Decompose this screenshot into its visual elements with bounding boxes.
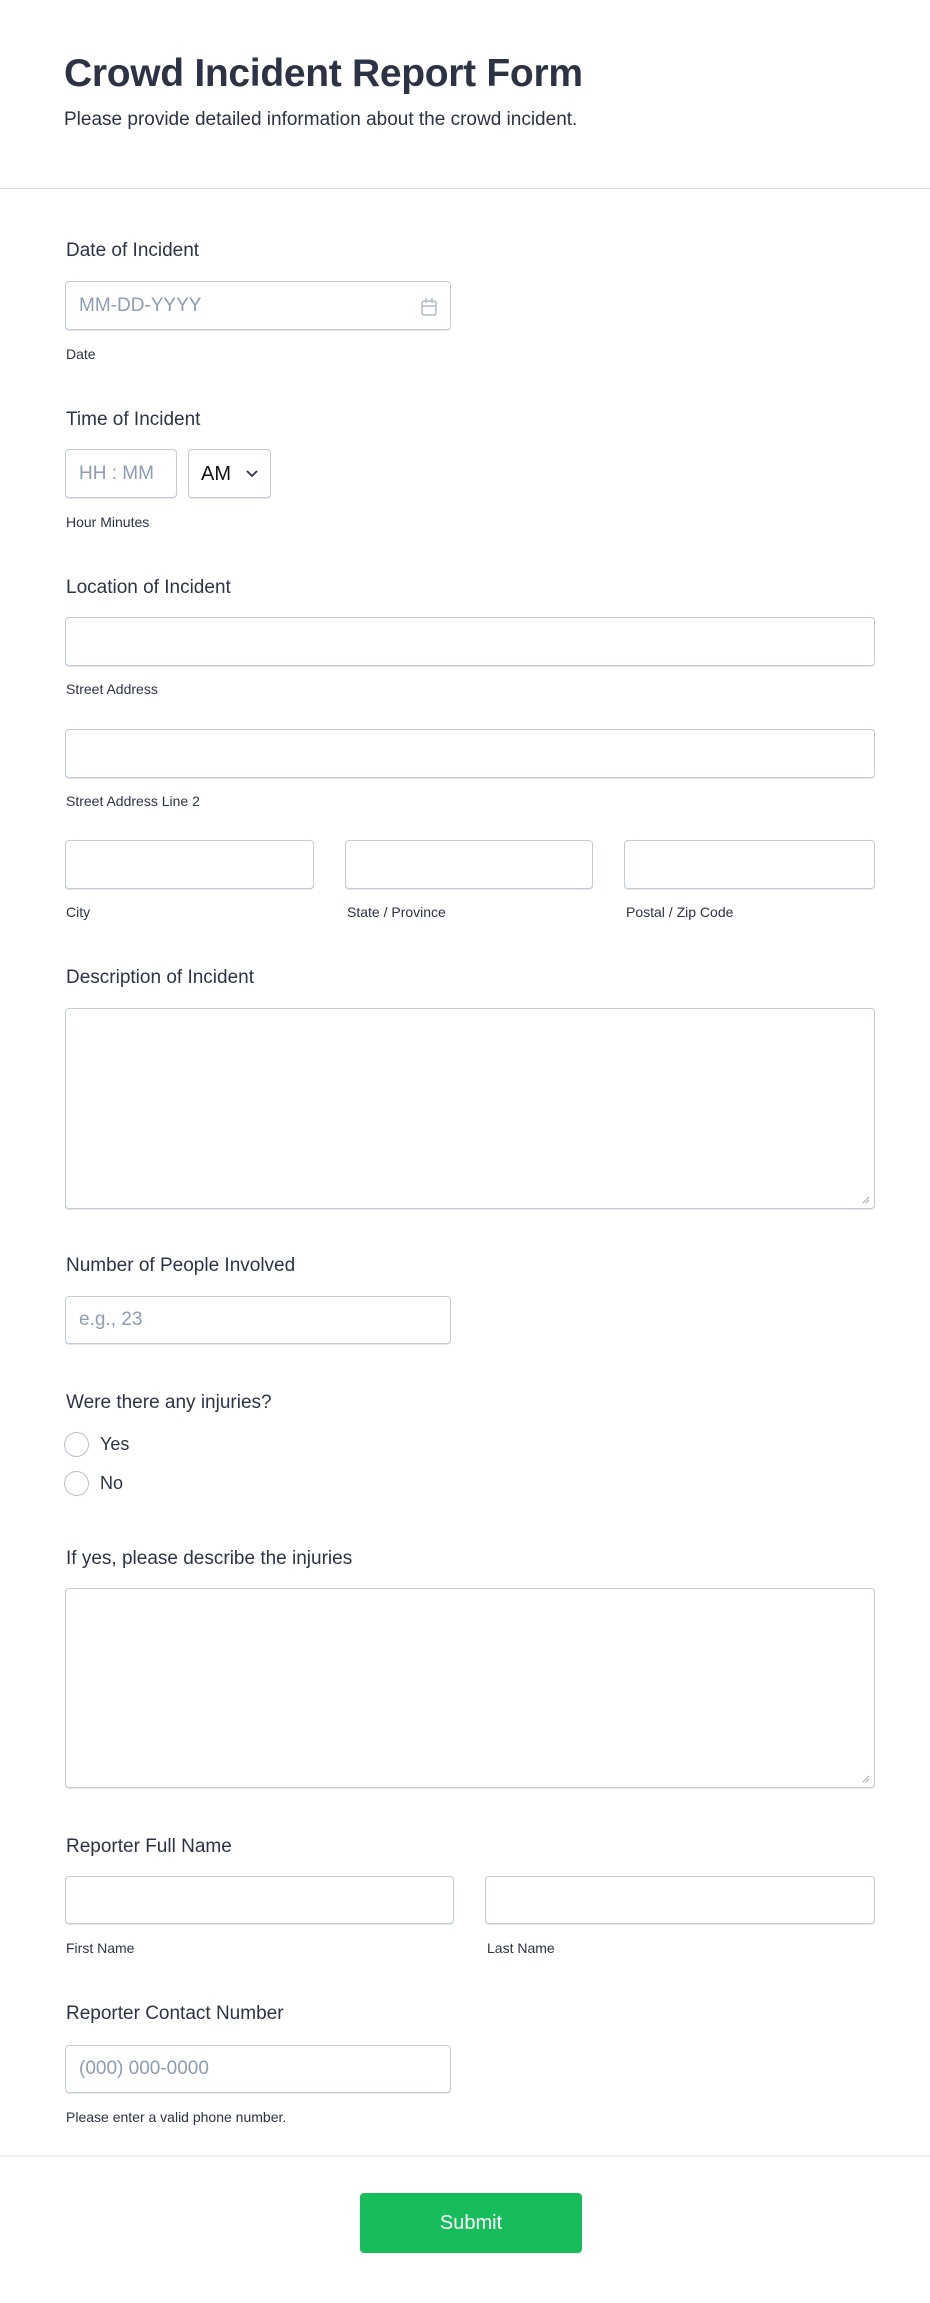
- submit-button[interactable]: Submit: [360, 2193, 582, 2253]
- first-name-input[interactable]: [65, 1876, 454, 1924]
- date-placeholder: MM-DD-YYYY: [79, 294, 202, 316]
- radio-yes-label[interactable]: Yes: [100, 1434, 130, 1454]
- injury-description-label: If yes, please describe the injuries: [66, 1548, 353, 1569]
- last-name-input[interactable]: [485, 1876, 875, 1924]
- city-input[interactable]: [65, 840, 314, 889]
- phone-input[interactable]: [65, 2045, 451, 2093]
- chevron-down-icon: [246, 470, 258, 478]
- state-sublabel: State / Province: [347, 904, 446, 920]
- zip-sublabel: Postal / Zip Code: [626, 904, 734, 920]
- description-label: Description of Incident: [66, 967, 254, 988]
- time-placeholder: HH : MM: [79, 462, 154, 484]
- date-label: Date of Incident: [66, 240, 200, 261]
- injury-description-textarea[interactable]: [65, 1588, 875, 1788]
- form-subtitle: Please provide detailed information about the crowd incident.: [64, 109, 578, 130]
- resize-handle-icon[interactable]: [862, 1196, 870, 1204]
- zip-input[interactable]: [624, 840, 875, 889]
- resize-handle-icon[interactable]: [862, 1775, 870, 1783]
- injuries-label: Were there any injuries?: [66, 1392, 272, 1413]
- time-input[interactable]: [65, 449, 177, 498]
- ampm-select[interactable]: [188, 449, 271, 498]
- form-title: Crowd Incident Report Form: [64, 52, 583, 95]
- city-sublabel: City: [66, 904, 91, 920]
- phone-helper-text: Please enter a valid phone number.: [66, 2109, 287, 2125]
- header-divider: [0, 188, 930, 189]
- people-label: Number of People Involved: [66, 1255, 296, 1276]
- state-input[interactable]: [345, 840, 593, 889]
- footer-divider: [0, 2155, 930, 2157]
- date-input[interactable]: [65, 281, 451, 330]
- street-address-line2-input[interactable]: [65, 729, 875, 778]
- last-name-sublabel: Last Name: [487, 1940, 555, 1956]
- radio-yes[interactable]: [64, 1432, 89, 1457]
- reporter-name-label: Reporter Full Name: [66, 1836, 232, 1857]
- time-sublabel: Hour Minutes: [66, 514, 150, 530]
- ampm-value: AM: [201, 463, 231, 485]
- description-textarea[interactable]: [65, 1008, 875, 1209]
- street-address-input[interactable]: [65, 617, 875, 666]
- first-name-sublabel: First Name: [66, 1940, 135, 1956]
- radio-no-label[interactable]: No: [100, 1473, 124, 1493]
- date-sublabel: Date: [66, 346, 96, 362]
- people-count-input[interactable]: [65, 1296, 451, 1344]
- time-label: Time of Incident: [66, 409, 201, 430]
- phone-placeholder: (000) 000-0000: [79, 2058, 209, 2079]
- contact-label: Reporter Contact Number: [66, 2003, 284, 2024]
- street-address-sublabel: Street Address: [66, 681, 158, 697]
- calendar-icon[interactable]: [420, 297, 438, 317]
- street-address-line2-sublabel: Street Address Line 2: [66, 793, 200, 809]
- location-label: Location of Incident: [66, 577, 231, 598]
- people-placeholder: e.g., 23: [79, 1309, 143, 1330]
- radio-no[interactable]: [64, 1471, 89, 1496]
